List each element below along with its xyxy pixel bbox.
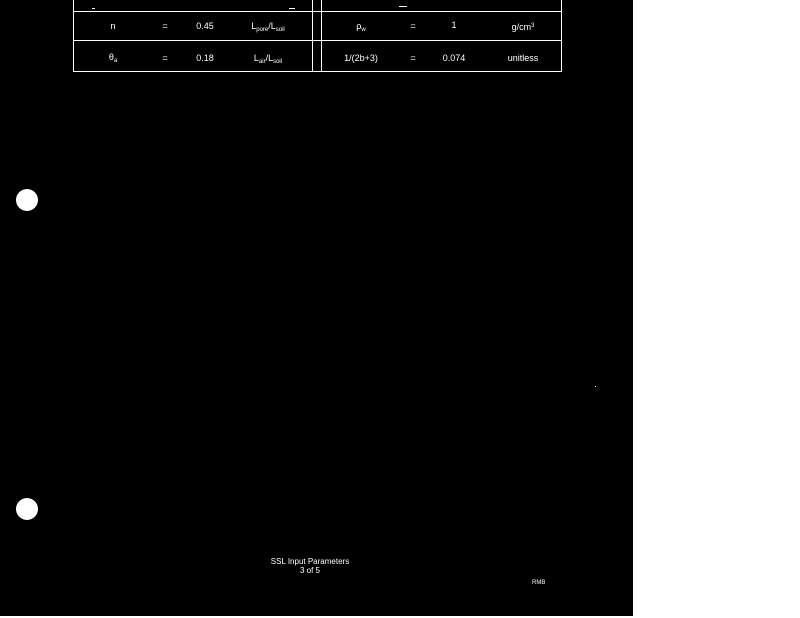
binder-hole — [16, 189, 38, 211]
binder-hole — [16, 498, 38, 520]
right-parameter-unit: $g/cm^3$ — [511, 22, 535, 32]
table-row-divider — [73, 11, 562, 12]
scan-speck — [399, 6, 407, 7]
equals-sign: = — [162, 53, 168, 63]
page-footer — [240, 557, 380, 575]
parameter-unit: $L_{pore}/L_{soil}$ — [251, 21, 285, 33]
parameter-unit: $L_{air}/L_{soil}$ — [253, 53, 283, 65]
page-number: 3 of 5 — [299, 566, 320, 575]
parameter-symbol: $\theta_a$ — [108, 52, 118, 64]
parameter-symbol: n — [110, 21, 116, 31]
parameter-value: 0.45 — [196, 21, 214, 31]
right-equals-sign: = — [410, 21, 416, 31]
footer-title: SSL Input Parameters — [270, 557, 350, 566]
scan-speck — [92, 8, 95, 9]
scan-speck — [289, 8, 295, 9]
table-bottom-border — [73, 71, 562, 72]
author-initials: RMB — [532, 580, 546, 586]
scan-speck — [595, 386, 596, 387]
right-parameter-value: 0.074 — [442, 53, 466, 63]
right-parameter-unit: unitless — [507, 53, 539, 63]
right-equals-sign: = — [410, 53, 416, 63]
right-parameter-symbol: 1/(2b+3) — [344, 53, 378, 63]
equals-sign: = — [162, 21, 168, 31]
right-parameter-symbol: $\rho_w$ — [356, 21, 366, 33]
parameter-value: 0.18 — [196, 53, 214, 63]
table-row-divider — [73, 40, 562, 41]
parameter-table — [73, 0, 562, 72]
right-parameter-value: 1 — [451, 20, 457, 30]
